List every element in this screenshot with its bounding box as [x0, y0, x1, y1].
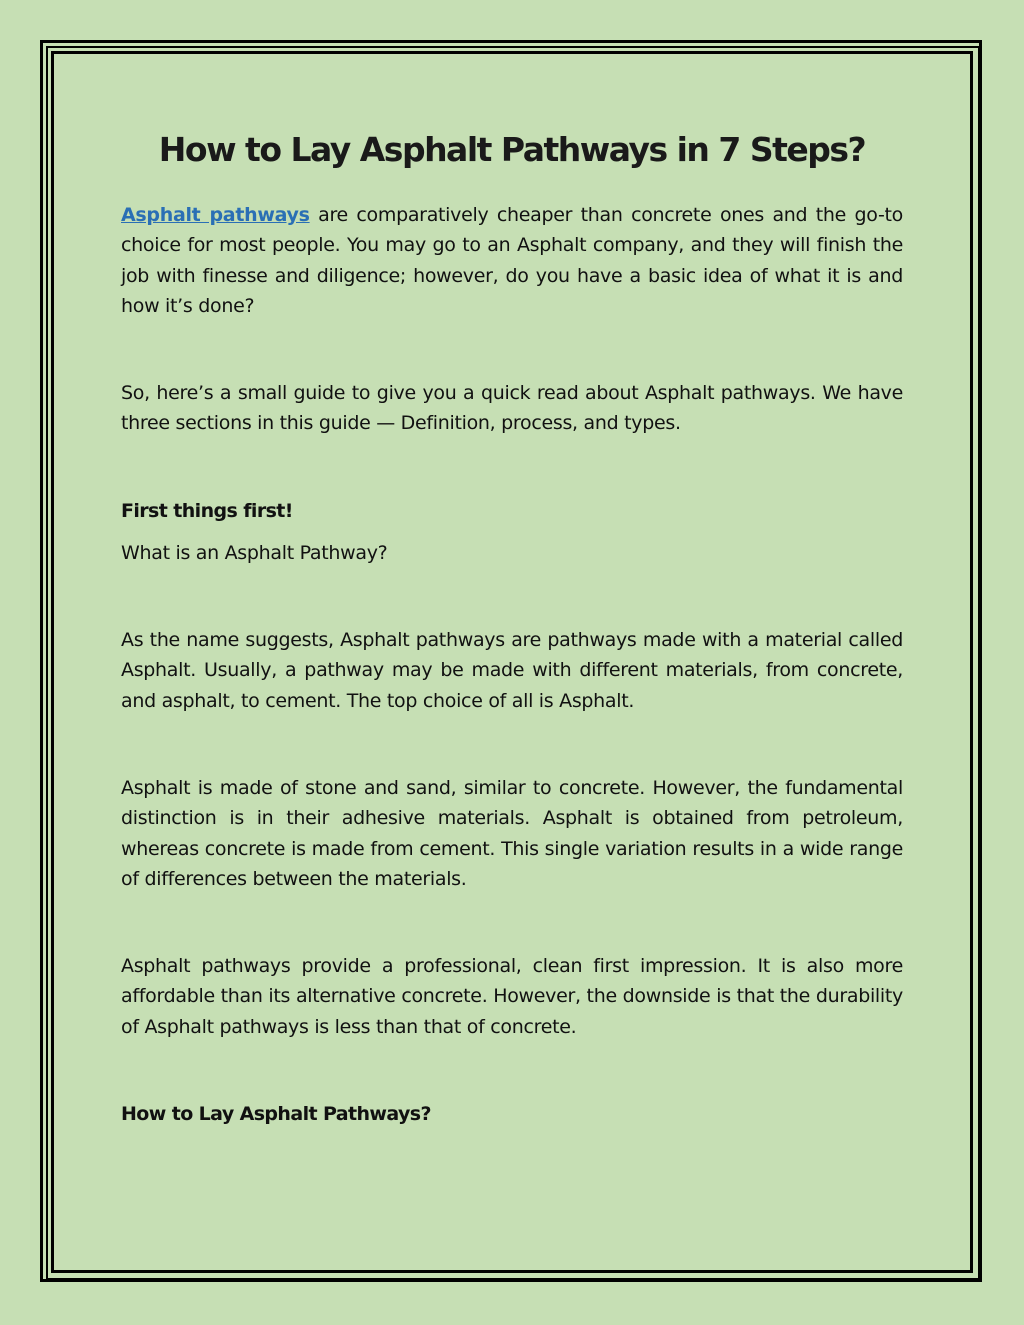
- first-things-heading: First things first!: [121, 499, 293, 522]
- document-body: [121, 120, 903, 1129]
- asphalt-pathways-link[interactable]: Asphalt pathways: [121, 204, 310, 226]
- how-to-lay-heading: How to Lay Asphalt Pathways?: [121, 1103, 431, 1126]
- page-title: How to Lay Asphalt Pathways in 7 Steps?: [158, 130, 866, 169]
- intro-paragraph-text: are comparatively cheaper than concrete ones and the go-to choice for most people. You may go to an Asphalt company, and they will finish the job with finesse and diligence; however, do you have a basic idea of what it is and how it’s done?: [121, 204, 904, 317]
- made-of-paragraph: Asphalt is made of stone and sand, similar to concrete. However, the fundamental distinction is in their adhesive materials. Asphalt is obtained from petroleum, whereas concrete is made from cement. This single variation results in a wide range of differences between the materials.: [121, 776, 903, 890]
- impression-paragraph: Asphalt pathways provide a professional, clean first impression. It is also more affordable than its alternative concrete. However, the downside is that the durability of Asphalt pathways is less than that of concrete.: [121, 955, 903, 1038]
- what-is-question: What is an Asphalt Pathway?: [121, 541, 388, 564]
- intro-paragraph: [121, 200, 903, 321]
- guide-paragraph: So, here’s a small guide to give you a quick read about Asphalt pathways. We have three sections in this guide — Definition, process, and types.: [121, 382, 903, 435]
- name-paragraph: As the name suggests, Asphalt pathways are pathways made with a material called Asphalt. Usually, a pathway may be made with different materials, from concrete, and asphalt, to cement. The top choice of all is Asphalt.: [121, 629, 903, 712]
